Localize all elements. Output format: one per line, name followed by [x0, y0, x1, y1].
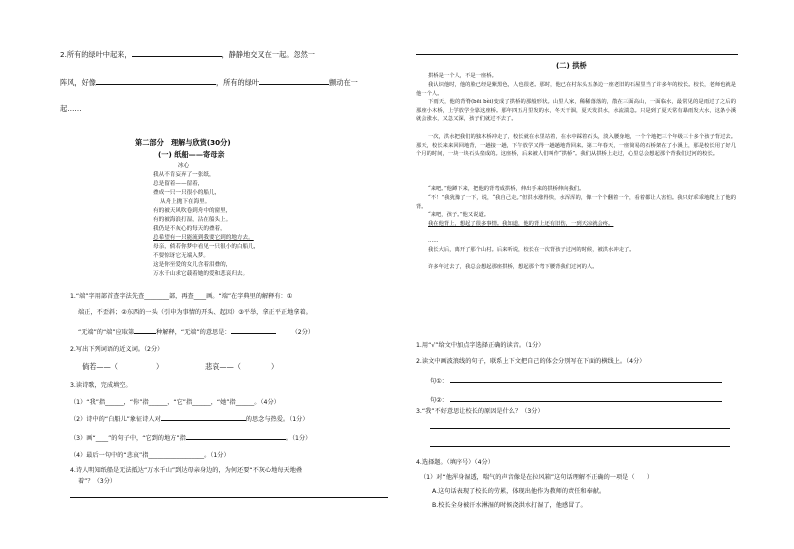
- rq2-a-label: 句①：: [430, 378, 448, 385]
- q2-line2-a: 阵风，好像: [60, 78, 96, 87]
- poem-line: 总是留着——留着，: [153, 181, 204, 187]
- q4-line1: 4.诗人明知纸船是无法抵达“万水千山”到达母亲身边的，为何还要“不灰心地每天地叠: [70, 467, 303, 474]
- q3-item-4: （4）最后一句中的“悲哀”指__________________。（1分）: [70, 452, 230, 459]
- rq3: 3.“我”不好意思让校长的原因是什么？（3分）: [416, 408, 544, 415]
- q1-line3: [78, 326, 314, 336]
- q2-fill-line-2: [60, 75, 358, 88]
- rq4: 4.选择题。（填序号）（4分）: [416, 459, 494, 466]
- q1-line2: 端正，不歪斜；②东西的一头（引申为事情的开头、起因）③平举，拿正平正地拿着。: [78, 309, 312, 316]
- rq4-option-a: A.这句话表现了校长的劳累，体现出他作为教师的责任和奉献。: [432, 488, 606, 495]
- blank-field[interactable]: [134, 326, 156, 334]
- q2-word2-end: ）: [270, 362, 279, 371]
- section-title: 第二部分 理解与欣赏(30分): [135, 138, 231, 147]
- paragraph: ……: [428, 238, 439, 244]
- left-column: [60, 0, 390, 549]
- q1-line3-b: 种解释，“无端”的意思是：: [156, 329, 231, 336]
- rq4-option-b: B.校长全身被汗水淋湿的时候浇洪水打湿了，他感冒了。: [432, 502, 587, 509]
- rq1: 1.用“√”给文中加点字选择正确的读音。（1分）: [416, 342, 545, 349]
- q3-3-a: （3）画“____”的句子中，“它到的地方”指: [70, 435, 186, 442]
- poem-line: 我从不肯妄弃了一张纸，: [153, 172, 215, 178]
- paragraph-wavy: 我在他背上，想起了很多事情。我知道，他的背上还有旧伤，一到天凉就会疼。: [428, 221, 614, 227]
- q2-word1-end: ）: [155, 362, 164, 371]
- poem-title: (一) 纸船——寄母亲: [158, 150, 225, 159]
- q3-2-a: （2）诗中的“白船儿”象征诗人对: [70, 416, 161, 423]
- rq4-1: （1）对“他浑身湿透，喘气的声音像是在拉风箱”这句话理解不正确的一项是（ ）: [420, 474, 654, 481]
- poem-line: 这是你至爱的女儿含着泪叠的，: [153, 262, 232, 268]
- q2-word1-label: 倘若——（: [82, 362, 118, 371]
- paragraph: 许多年过去了，我总会想起那座拱桥，想起那个弯下腰背我们过河的人。: [428, 264, 598, 270]
- q3-item-3: [70, 432, 311, 442]
- q3-item-1: （1）“我”指______，“你”指______，“它”指______，“她”指______。（4分）: [70, 399, 280, 406]
- poem-author: 冰心: [178, 163, 190, 169]
- answer-line[interactable]: [70, 497, 388, 498]
- rq2-b-label: 句②：: [430, 397, 448, 404]
- q2-title: 2.写出下列词语的近义词。（2分）: [70, 346, 164, 353]
- paragraph: 一次，洪水把我们的独木桥冲走了，校长就在水里站着，在水中踩着石头，淡入腰身地，一个个地把三个年级三十多个孩子背过去。那天，校长来来回回地背，一趟接一趟，下午放学又得一趟趟地背回来。第二年春天，一座简易的石桥架在了小溪上，那是校长用了好几个月的时间，一块一块石头垒成的。这座桥，后来被人们叫作“拱桥”。我们从拱桥上走过，心里总会想起那个背我们过河的校长。: [416, 134, 736, 157]
- right-column: [416, 0, 738, 549]
- paragraph: “不！”我犹豫了一下，说，“我自己走。”但洪水涨得快，水浑浑的，像一个个翻着一个，看着都让人害怕。我只好乖乖地爬上了他的背。: [416, 195, 736, 210]
- rq2: 2.读文中画波浪线的句子，联系上下文把自己的体会分别写在下面的横线上。（4分）: [416, 358, 646, 365]
- q2-line2-c: 颤动在一: [329, 78, 358, 87]
- blank-field[interactable]: [161, 413, 246, 421]
- paragraph: 我认识他时，他的脸已经是紫黑色，人也很老。那时，他已在村东头五条边一座老旧的石屋里当了许多年的校长。校长，老师也就是他一个人。: [416, 82, 736, 97]
- poem-line: 不要惊讶它无端入梦。: [153, 253, 209, 259]
- q3-title: 3.读诗歌，完成填空。: [70, 382, 132, 389]
- poem-line: 万水千山求它载着她的爱和悲哀归去。: [153, 271, 249, 277]
- q2-fill-line-1: [60, 47, 315, 60]
- paragraph: 我长大后，离开了那个山村。后来听说，校长在一次背孩子过河的时候，被洪水冲走了。: [428, 247, 635, 253]
- blank-field[interactable]: [96, 75, 216, 85]
- q3-2-b: 的思念与热爱。（1分）: [245, 416, 309, 423]
- q2-word2-label: 悲哀——（: [205, 362, 241, 371]
- paragraph: 下雨天，他的背脊(bēi bèi)变成了拱桥的那般形状。山里人家，稀稀落落的，散在三面高山，一面临水，最常见的是雨过了之后的那座小木桥，上学放学全靠这座桥。那年四五月里发的水，冬天干涸，夏天发洪水，水流湍急。只是到了夏天常有暴雨发大水，这条小溪就会涨水，又急又深，孩子们就过不去了。: [416, 99, 736, 122]
- blank-field[interactable]: [259, 75, 329, 85]
- poem-line: 从舟上抛下在海里。: [160, 199, 211, 205]
- q3-3-b: 。（1分）: [285, 435, 312, 442]
- answer-line[interactable]: [430, 428, 730, 429]
- q2-word1: [82, 362, 163, 372]
- paragraph: “来吧，孩子。”他又说道。: [428, 212, 490, 218]
- blank-field[interactable]: [186, 432, 286, 440]
- q2-line2-b: ，所有的绿叶: [215, 78, 260, 87]
- answer-line[interactable]: [450, 401, 722, 402]
- paragraph: “来吧。”他蹲下来，把他的背弯成拱桥，伸出手来的拱桥伸向我们。: [428, 186, 585, 192]
- poem-line: 有的被海浪打湿，沾在船头上。: [153, 217, 232, 223]
- q2-word2: [205, 362, 278, 372]
- section-title-arch-bridge: (二) 拱桥: [556, 61, 587, 70]
- poem-line: 母亲，倘若你梦中看见一只很小的白船儿，: [153, 244, 260, 250]
- answer-line[interactable]: [430, 446, 730, 447]
- poem-line: 有的被天风吹卷到舟中的窗里，: [153, 208, 232, 214]
- q2-mid: ，静静地交叉在一起。忽然一: [221, 50, 315, 59]
- q1-line1: 1.“端”字用部首查字法先查________部，再查____画。“端”在字典里的解释有：①: [70, 293, 293, 300]
- poem-line: 叠成一只一只很小的船儿，: [153, 190, 221, 196]
- blank-field[interactable]: [132, 47, 222, 57]
- answer-line[interactable]: [450, 382, 722, 383]
- q2-prefix: 2.所有的绿叶中起来，: [60, 50, 132, 59]
- blank-field[interactable]: [231, 326, 276, 334]
- q4-line2: 着”？（3分）: [78, 478, 117, 485]
- q3-item-2: [70, 413, 309, 423]
- paragraph: 拱桥是一个人，不是一座桥。: [428, 73, 497, 79]
- poem-line-underlined: 总希望有一只能流到我要它到的地方去。: [153, 235, 254, 241]
- q1-line3-a: “无端”的“端”应取第: [78, 329, 135, 336]
- q2-line3: 起……: [60, 104, 82, 113]
- poem-line: 我仍是不灰心的每天的叠着，: [153, 226, 226, 232]
- q1-score: （2分）: [291, 329, 315, 336]
- answer-line[interactable]: [416, 54, 738, 55]
